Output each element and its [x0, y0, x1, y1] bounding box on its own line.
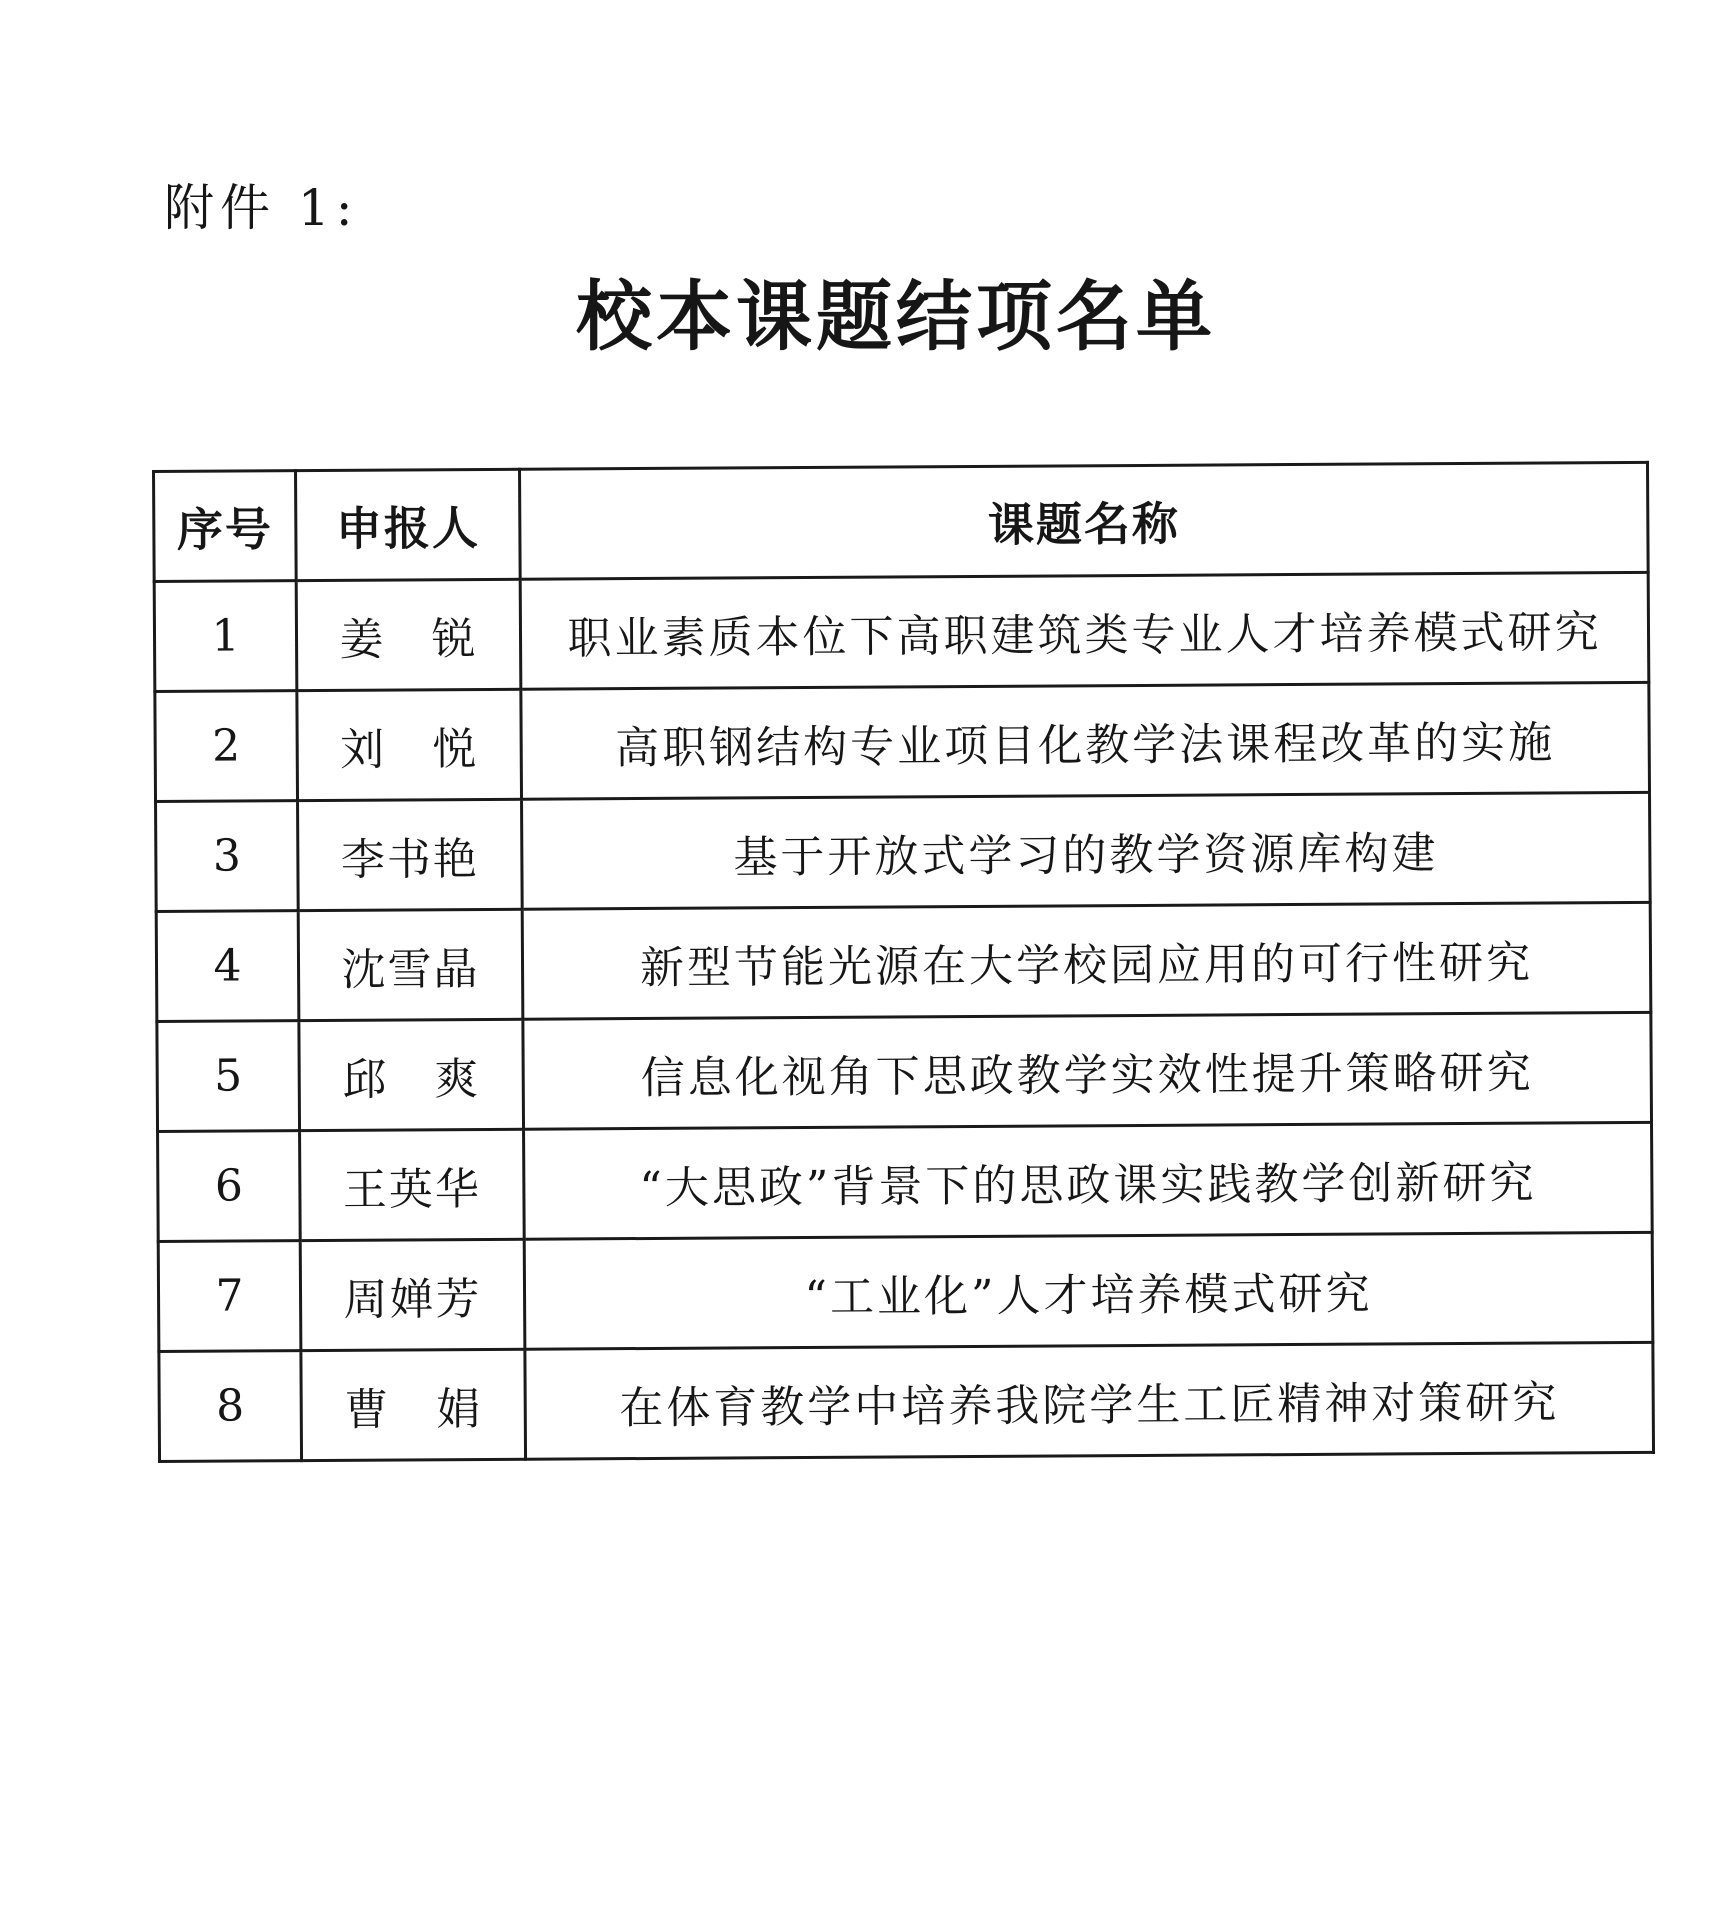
table-row [158, 1232, 1653, 1351]
row-applicant: 沈雪晶 [298, 909, 523, 1020]
table-row [158, 1122, 1653, 1241]
table-row [156, 792, 1651, 911]
row-applicant: 王英华 [300, 1129, 525, 1240]
attachment-label: 附件 1: [164, 179, 359, 237]
row-number: 1 [154, 581, 297, 692]
header-applicant: 申报人 [296, 469, 521, 580]
header-topic: 课题名称 [520, 462, 1649, 579]
project-table-container [152, 461, 1652, 1463]
row-number: 5 [157, 1021, 300, 1132]
row-number: 6 [158, 1131, 301, 1242]
table-row [157, 1012, 1652, 1131]
row-topic: “大思政”背景下的思政课实践教学创新研究 [524, 1122, 1653, 1239]
row-applicant: 刘 悦 [297, 689, 522, 800]
table-row [154, 572, 1649, 691]
row-topic: 新型节能光源在大学校园应用的可行性研究 [522, 902, 1651, 1019]
table-row [155, 682, 1650, 801]
row-applicant: 姜 锐 [296, 579, 521, 690]
table-header-row [154, 462, 1649, 581]
row-number: 8 [159, 1351, 302, 1462]
row-number: 3 [156, 801, 299, 912]
row-topic: 在体育教学中培养我院学生工匠精神对策研究 [525, 1342, 1654, 1459]
row-number: 7 [158, 1241, 301, 1352]
row-applicant: 周婵芳 [300, 1239, 525, 1350]
page-title: 校本课题结项名单 [576, 272, 1216, 361]
table-row [156, 902, 1651, 1021]
row-topic: 职业素质本位下高职建筑类专业人才培养模式研究 [520, 572, 1649, 689]
row-topic: 高职钢结构专业项目化教学法课程改革的实施 [521, 682, 1650, 799]
row-topic: “工业化”人才培养模式研究 [524, 1232, 1653, 1349]
row-applicant: 李书艳 [298, 799, 523, 910]
row-applicant: 曹 娟 [301, 1349, 526, 1460]
header-no: 序号 [154, 471, 297, 582]
row-applicant: 邱 爽 [299, 1019, 524, 1130]
table-row [159, 1342, 1654, 1461]
row-topic: 基于开放式学习的教学资源库构建 [522, 792, 1651, 909]
project-table [152, 461, 1655, 1463]
row-number: 2 [155, 691, 298, 802]
row-topic: 信息化视角下思政教学实效性提升策略研究 [523, 1012, 1652, 1129]
row-number: 4 [156, 911, 299, 1022]
